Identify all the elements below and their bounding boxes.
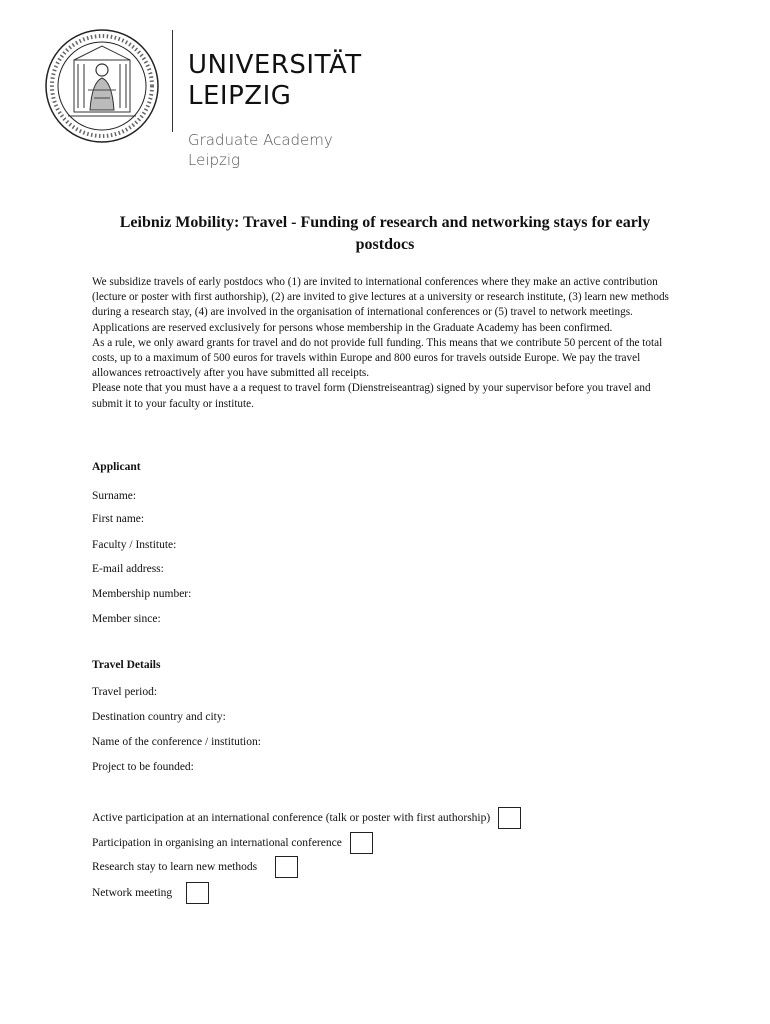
academy-line2: Leipzig <box>188 151 241 169</box>
university-seal-logo <box>44 28 160 144</box>
option-research-stay <box>92 856 298 878</box>
university-name <box>188 50 362 112</box>
option-label: Research stay to learn new methods <box>92 861 258 873</box>
option-label: Network meeting <box>92 887 173 899</box>
option-organising-conference <box>92 832 373 854</box>
destination-field-label: Destination country and city: <box>92 711 226 723</box>
intro-paragraph-3: Please note that you must have a a request to travel form (Dienstreiseantrag) signed by your supervisor before you travel and submit it to your faculty or institute. <box>92 382 651 410</box>
network-meeting-checkbox[interactable] <box>186 882 209 904</box>
applicant-heading: Applicant <box>92 461 141 473</box>
option-active-participation <box>92 807 521 829</box>
option-network-meeting <box>92 882 209 904</box>
faculty-field-label: Faculty / Institute: <box>92 539 177 551</box>
organising-conference-checkbox[interactable] <box>350 832 373 854</box>
intro-text <box>92 275 672 412</box>
header-divider <box>172 30 173 132</box>
active-participation-checkbox[interactable] <box>498 807 521 829</box>
travel-details-heading: Travel Details <box>92 659 161 671</box>
option-label: Active participation at an international conference (talk or poster with first authorship) <box>92 812 491 824</box>
document-title: Leibniz Mobility: Travel - Funding of research and networking stays for early postdocs <box>119 214 651 253</box>
first-name-field-label: First name: <box>92 513 145 525</box>
conference-field-label: Name of the conference / institution: <box>92 736 261 748</box>
research-stay-checkbox[interactable] <box>275 856 298 878</box>
academy-line1: Graduate Academy <box>188 131 333 149</box>
intro-paragraph-1: We subsidize travels of early postdocs who (1) are invited to international conferences where they make an active contribution (lecture or poster with first authorship), (2) are invited to give lectures at a university or research institute, (3) learn new methods during a research stay, (4) are involved in the organisation of international conferences or (5) travel to network meetings. Applications are reserved exclusively for persons whose membership in the Graduate Academy has been confirmed. <box>92 276 669 334</box>
email-field-label: E-mail address: <box>92 563 164 575</box>
university-name-line1: UNIVERSITÄT <box>188 50 362 80</box>
university-name-line2: LEIPZIG <box>188 81 292 111</box>
surname-field-label: Surname: <box>92 490 137 502</box>
travel-period-field-label: Travel period: <box>92 686 158 698</box>
option-label: Participation in organising an international conference <box>92 837 342 849</box>
member-since-field-label: Member since: <box>92 613 161 625</box>
graduate-academy-name <box>188 130 333 170</box>
intro-paragraph-2: As a rule, we only award grants for travel and do not provide full funding. This means that we contribute 50 percent of the total costs, up to a maximum of 500 euros for travels within Europe and 800 euros for travels outside Europe. We pay the travel allowances retroactively after you have submitted all receipts. <box>92 336 663 380</box>
project-field-label: Project to be founded: <box>92 761 194 773</box>
membership-number-field-label: Membership number: <box>92 588 192 600</box>
